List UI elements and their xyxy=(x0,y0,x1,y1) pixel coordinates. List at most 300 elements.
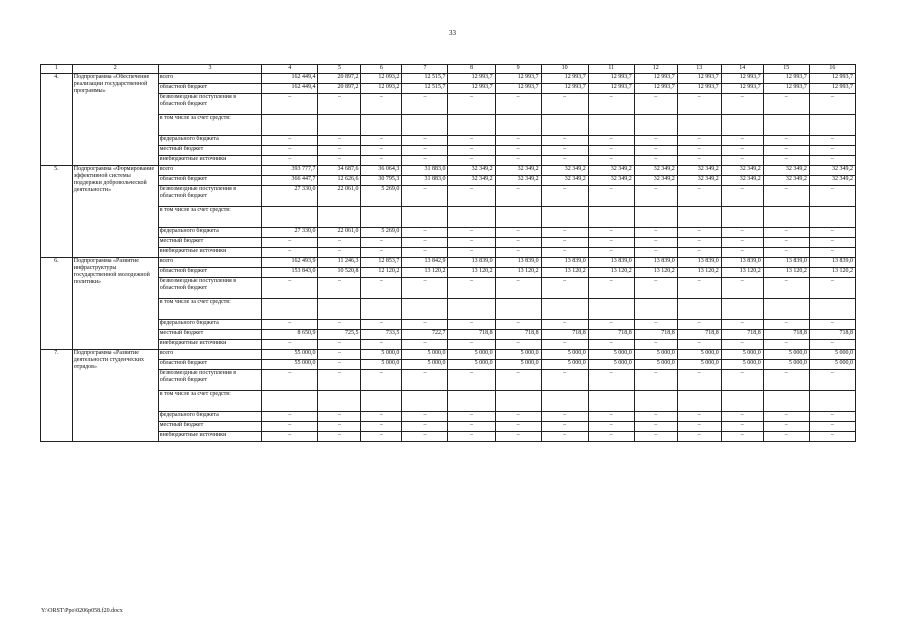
amount-cell: – xyxy=(677,278,721,299)
amount-cell: 55 000,0 xyxy=(262,360,318,370)
table-row xyxy=(41,228,856,238)
amount-cell: – xyxy=(448,320,495,330)
table-row xyxy=(41,186,856,207)
amount-cell: 20 897,2 xyxy=(318,84,361,94)
amount-cell xyxy=(721,207,763,228)
amount-cell: – xyxy=(361,136,402,146)
amount-cell: – xyxy=(262,136,318,146)
amount-cell xyxy=(721,299,763,320)
amount-cell: – xyxy=(402,136,448,146)
amount-cell: – xyxy=(318,350,361,360)
amount-cell: – xyxy=(402,340,448,350)
amount-cell: – xyxy=(495,156,541,166)
column-number-cell: 16 xyxy=(809,65,855,74)
amount-cell: – xyxy=(677,238,721,248)
amount-cell xyxy=(541,391,588,412)
amount-cell: – xyxy=(588,136,634,146)
amount-cell: 30 795,3 xyxy=(361,176,402,186)
amount-cell: – xyxy=(721,136,763,146)
amount-cell: – xyxy=(634,412,677,422)
amount-cell: 722,7 xyxy=(402,330,448,340)
amount-cell: – xyxy=(763,94,809,115)
amount-cell: 5 000,0 xyxy=(361,360,402,370)
amount-cell: – xyxy=(402,238,448,248)
amount-cell: – xyxy=(262,238,318,248)
amount-cell: – xyxy=(361,156,402,166)
amount-cell: 32 349,2 xyxy=(721,176,763,186)
amount-cell: – xyxy=(541,186,588,207)
amount-cell: – xyxy=(677,370,721,391)
amount-cell: – xyxy=(763,370,809,391)
amount-cell: – xyxy=(361,238,402,248)
amount-cell xyxy=(763,391,809,412)
column-number-cell: 12 xyxy=(634,65,677,74)
amount-cell xyxy=(361,299,402,320)
amount-cell: – xyxy=(262,248,318,258)
section-number: 7. xyxy=(41,350,73,442)
amount-cell xyxy=(361,391,402,412)
amount-cell: 32 349,2 xyxy=(809,166,855,176)
amount-cell: 718,8 xyxy=(448,330,495,340)
table-row xyxy=(41,268,856,278)
amount-cell: 5 000,0 xyxy=(634,360,677,370)
funding-source-label: всего xyxy=(158,166,261,176)
amount-cell: – xyxy=(541,238,588,248)
amount-cell: 13 120,2 xyxy=(588,268,634,278)
column-number-row xyxy=(41,65,856,74)
column-number-cell: 2 xyxy=(72,65,158,74)
funding-source-label: внебюджетные источники xyxy=(158,248,261,258)
table-row xyxy=(41,299,856,320)
amount-cell: 12 626,6 xyxy=(318,176,361,186)
amount-cell: – xyxy=(634,278,677,299)
amount-cell: – xyxy=(763,136,809,146)
amount-cell: 13 120,2 xyxy=(763,268,809,278)
amount-cell: – xyxy=(402,248,448,258)
amount-cell: – xyxy=(588,156,634,166)
amount-cell: – xyxy=(809,340,855,350)
amount-cell: 32 349,2 xyxy=(634,166,677,176)
amount-cell: – xyxy=(634,238,677,248)
table-row xyxy=(41,115,856,136)
amount-cell: – xyxy=(809,278,855,299)
amount-cell xyxy=(402,391,448,412)
amount-cell: 13 839,0 xyxy=(721,258,763,268)
funding-source-label: областной бюджет xyxy=(158,176,261,186)
amount-cell: – xyxy=(588,146,634,156)
amount-cell: 32 349,2 xyxy=(495,166,541,176)
amount-cell: 22 061,0 xyxy=(318,186,361,207)
amount-cell: 5 000,0 xyxy=(588,360,634,370)
amount-cell: – xyxy=(448,370,495,391)
column-number-cell: 9 xyxy=(495,65,541,74)
table-row xyxy=(41,412,856,422)
amount-cell: 366 447,7 xyxy=(262,176,318,186)
amount-cell: 32 349,2 xyxy=(763,176,809,186)
amount-cell: – xyxy=(262,278,318,299)
amount-cell: – xyxy=(495,320,541,330)
amount-cell: – xyxy=(677,320,721,330)
amount-cell: – xyxy=(541,432,588,442)
amount-cell: – xyxy=(588,432,634,442)
amount-cell: – xyxy=(448,94,495,115)
amount-cell: 12 993,7 xyxy=(677,84,721,94)
amount-cell: 5 000,0 xyxy=(763,360,809,370)
amount-cell: – xyxy=(361,94,402,115)
amount-cell: – xyxy=(495,146,541,156)
amount-cell: – xyxy=(763,238,809,248)
amount-cell: 718,8 xyxy=(677,330,721,340)
amount-cell: – xyxy=(677,340,721,350)
amount-cell: 27 330,0 xyxy=(262,186,318,207)
funding-source-label: всего xyxy=(158,74,261,84)
amount-cell: 725,5 xyxy=(318,330,361,340)
amount-cell: – xyxy=(677,146,721,156)
amount-cell: 718,8 xyxy=(588,330,634,340)
amount-cell: 5 000,0 xyxy=(588,350,634,360)
amount-cell: 5 000,0 xyxy=(721,350,763,360)
amount-cell: 718,8 xyxy=(541,330,588,340)
column-number-cell: 10 xyxy=(541,65,588,74)
amount-cell: 5 000,0 xyxy=(677,350,721,360)
amount-cell: 31 883,0 xyxy=(402,166,448,176)
amount-cell: 12 993,7 xyxy=(588,74,634,84)
amount-cell: 12 993,7 xyxy=(763,74,809,84)
amount-cell: 12 515,7 xyxy=(402,84,448,94)
amount-cell: – xyxy=(721,412,763,422)
amount-cell: – xyxy=(448,248,495,258)
amount-cell: 5 000,0 xyxy=(541,360,588,370)
amount-cell: 12 093,2 xyxy=(361,74,402,84)
amount-cell: – xyxy=(634,146,677,156)
amount-cell xyxy=(262,299,318,320)
amount-cell: 32 349,2 xyxy=(634,176,677,186)
amount-cell xyxy=(809,207,855,228)
amount-cell xyxy=(402,207,448,228)
amount-cell xyxy=(402,299,448,320)
amount-cell: – xyxy=(721,186,763,207)
funding-source-label: федерального бюджета xyxy=(158,412,261,422)
funding-source-label: внебюджетные источники xyxy=(158,432,261,442)
amount-cell: 31 883,0 xyxy=(402,176,448,186)
amount-cell: 12 093,2 xyxy=(361,84,402,94)
amount-cell: – xyxy=(402,422,448,432)
amount-cell: 22 061,0 xyxy=(318,228,361,238)
amount-cell: – xyxy=(809,320,855,330)
funding-source-label: в том числе за счет средств: xyxy=(158,391,261,412)
amount-cell: 27 330,0 xyxy=(262,228,318,238)
amount-cell: – xyxy=(448,422,495,432)
amount-cell: – xyxy=(318,320,361,330)
amount-cell xyxy=(448,391,495,412)
funding-source-label: областной бюджет xyxy=(158,268,261,278)
amount-cell xyxy=(262,115,318,136)
funding-source-label: в том числе за счет средств: xyxy=(158,299,261,320)
amount-cell: 32 349,2 xyxy=(495,176,541,186)
amount-cell: 32 349,2 xyxy=(541,166,588,176)
amount-cell: 13 839,0 xyxy=(763,258,809,268)
amount-cell: – xyxy=(677,94,721,115)
amount-cell: – xyxy=(402,412,448,422)
amount-cell xyxy=(448,207,495,228)
amount-cell xyxy=(634,115,677,136)
amount-cell: 12 993,7 xyxy=(448,84,495,94)
table-row xyxy=(41,248,856,258)
amount-cell: – xyxy=(588,228,634,238)
table-row xyxy=(41,176,856,186)
amount-cell: – xyxy=(495,228,541,238)
amount-cell: 162 449,4 xyxy=(262,74,318,84)
amount-cell: 13 839,0 xyxy=(588,258,634,268)
amount-cell xyxy=(495,207,541,228)
amount-cell: – xyxy=(495,278,541,299)
amount-cell: – xyxy=(763,278,809,299)
amount-cell: – xyxy=(809,156,855,166)
amount-cell: – xyxy=(262,432,318,442)
amount-cell: 13 120,2 xyxy=(541,268,588,278)
amount-cell: 12 993,7 xyxy=(721,74,763,84)
amount-cell: – xyxy=(448,278,495,299)
subprogram-title: Подпрограмма «Формирование эффективной системы поддержки добровольческой деятельности» xyxy=(72,166,158,258)
amount-cell xyxy=(588,207,634,228)
amount-cell: – xyxy=(361,340,402,350)
table-row xyxy=(41,84,856,94)
amount-cell: 32 349,2 xyxy=(588,176,634,186)
amount-cell: 32 349,2 xyxy=(721,166,763,176)
table-row xyxy=(41,330,856,340)
amount-cell: – xyxy=(495,432,541,442)
amount-cell: – xyxy=(763,412,809,422)
amount-cell: – xyxy=(402,156,448,166)
amount-cell: – xyxy=(763,186,809,207)
amount-cell: – xyxy=(495,136,541,146)
amount-cell: – xyxy=(541,278,588,299)
table-row xyxy=(41,432,856,442)
subprogram-title: Подпрограмма «Развитие инфраструктуры государственной молодежной политики» xyxy=(72,258,158,350)
amount-cell: – xyxy=(361,146,402,156)
amount-cell: 12 993,7 xyxy=(634,74,677,84)
funding-source-label: безвозмездные поступления в областной бюджет xyxy=(158,186,261,207)
amount-cell: – xyxy=(809,412,855,422)
funding-source-label: областной бюджет xyxy=(158,360,261,370)
amount-cell: – xyxy=(721,146,763,156)
amount-cell: – xyxy=(318,238,361,248)
amount-cell: 13 120,2 xyxy=(677,268,721,278)
amount-cell: – xyxy=(763,432,809,442)
amount-cell: – xyxy=(448,228,495,238)
amount-cell: – xyxy=(634,248,677,258)
column-number-cell: 13 xyxy=(677,65,721,74)
amount-cell: – xyxy=(721,320,763,330)
amount-cell: – xyxy=(318,136,361,146)
amount-cell: 32 349,2 xyxy=(809,176,855,186)
amount-cell: 32 349,2 xyxy=(448,166,495,176)
amount-cell: – xyxy=(588,340,634,350)
funding-source-label: местный бюджет xyxy=(158,330,261,340)
amount-cell: 5 000,0 xyxy=(809,350,855,360)
amount-cell: – xyxy=(588,422,634,432)
table-row xyxy=(41,146,856,156)
amount-cell: – xyxy=(677,432,721,442)
amount-cell: 13 842,9 xyxy=(402,258,448,268)
amount-cell: 12 993,7 xyxy=(677,74,721,84)
funding-source-label: местный бюджет xyxy=(158,422,261,432)
amount-cell: – xyxy=(588,94,634,115)
amount-cell: 13 120,2 xyxy=(495,268,541,278)
amount-cell: – xyxy=(262,422,318,432)
amount-cell: – xyxy=(634,432,677,442)
amount-cell xyxy=(318,391,361,412)
column-number-cell: 8 xyxy=(448,65,495,74)
amount-cell: – xyxy=(495,248,541,258)
amount-cell: – xyxy=(541,156,588,166)
amount-cell: – xyxy=(541,320,588,330)
column-number-cell: 1 xyxy=(41,65,73,74)
amount-cell xyxy=(677,391,721,412)
table-row xyxy=(41,258,856,268)
funding-source-label: безвозмездные поступления в областной бюджет xyxy=(158,94,261,115)
amount-cell: – xyxy=(361,432,402,442)
amount-cell: 13 120,2 xyxy=(721,268,763,278)
amount-cell: – xyxy=(634,156,677,166)
amount-cell: 393 777,7 xyxy=(262,166,318,176)
amount-cell: 8 650,9 xyxy=(262,330,318,340)
amount-cell: – xyxy=(448,340,495,350)
amount-cell xyxy=(448,299,495,320)
amount-cell: 13 120,2 xyxy=(448,268,495,278)
amount-cell: – xyxy=(448,186,495,207)
amount-cell: 5 000,0 xyxy=(448,350,495,360)
table-row xyxy=(41,340,856,350)
amount-cell: – xyxy=(763,320,809,330)
amount-cell: 32 349,2 xyxy=(763,166,809,176)
column-number-cell: 5 xyxy=(318,65,361,74)
amount-cell: – xyxy=(262,370,318,391)
amount-cell: 12 120,2 xyxy=(361,268,402,278)
table-row xyxy=(41,360,856,370)
amount-cell: – xyxy=(588,320,634,330)
amount-cell xyxy=(541,115,588,136)
amount-cell xyxy=(809,391,855,412)
amount-cell: – xyxy=(809,370,855,391)
amount-cell: – xyxy=(402,278,448,299)
amount-cell xyxy=(318,115,361,136)
amount-cell: – xyxy=(809,228,855,238)
footer-file-path: Y:\ORST\Ppo\0206p058.f20.docx xyxy=(41,608,123,614)
amount-cell: – xyxy=(262,340,318,350)
amount-cell: – xyxy=(402,320,448,330)
amount-cell: – xyxy=(448,156,495,166)
funding-source-label: внебюджетные источники xyxy=(158,156,261,166)
amount-cell: – xyxy=(588,370,634,391)
amount-cell: 5 000,0 xyxy=(448,360,495,370)
amount-cell: – xyxy=(634,94,677,115)
amount-cell xyxy=(763,207,809,228)
amount-cell: 5 000,0 xyxy=(495,360,541,370)
table-row xyxy=(41,320,856,330)
amount-cell xyxy=(541,207,588,228)
amount-cell: 12 515,7 xyxy=(402,74,448,84)
amount-cell: 5 269,0 xyxy=(361,228,402,238)
amount-cell: – xyxy=(541,136,588,146)
amount-cell: – xyxy=(541,248,588,258)
amount-cell: 32 349,2 xyxy=(677,176,721,186)
amount-cell xyxy=(448,115,495,136)
amount-cell: – xyxy=(541,422,588,432)
amount-cell: – xyxy=(634,340,677,350)
amount-cell: – xyxy=(262,412,318,422)
amount-cell: – xyxy=(721,248,763,258)
amount-cell: 55 000,0 xyxy=(262,350,318,360)
amount-cell: – xyxy=(677,186,721,207)
amount-cell: – xyxy=(588,248,634,258)
amount-cell: 32 349,2 xyxy=(677,166,721,176)
funding-source-label: всего xyxy=(158,350,261,360)
amount-cell: 11 246,3 xyxy=(318,258,361,268)
amount-cell: 13 120,2 xyxy=(809,268,855,278)
amount-cell: 13 120,2 xyxy=(634,268,677,278)
amount-cell: – xyxy=(763,156,809,166)
amount-cell xyxy=(262,207,318,228)
amount-cell: 13 839,0 xyxy=(495,258,541,268)
amount-cell: – xyxy=(721,94,763,115)
column-number-cell: 15 xyxy=(763,65,809,74)
funding-source-label: федерального бюджета xyxy=(158,228,261,238)
amount-cell xyxy=(588,115,634,136)
amount-cell: 13 839,0 xyxy=(634,258,677,268)
amount-cell: – xyxy=(318,370,361,391)
table-row xyxy=(41,238,856,248)
amount-cell xyxy=(318,207,361,228)
amount-cell: – xyxy=(318,412,361,422)
amount-cell: 718,8 xyxy=(721,330,763,340)
amount-cell: – xyxy=(809,248,855,258)
amount-cell: 153 843,0 xyxy=(262,268,318,278)
table-row xyxy=(41,207,856,228)
amount-cell: 5 000,0 xyxy=(541,350,588,360)
amount-cell: – xyxy=(763,340,809,350)
table-row xyxy=(41,166,856,176)
amount-cell xyxy=(721,391,763,412)
amount-cell: – xyxy=(495,412,541,422)
amount-cell: – xyxy=(721,156,763,166)
amount-cell: 12 993,7 xyxy=(495,74,541,84)
column-number-cell: 4 xyxy=(262,65,318,74)
amount-cell: 34 687,6 xyxy=(318,166,361,176)
amount-cell: 12 993,7 xyxy=(495,84,541,94)
amount-cell: – xyxy=(541,412,588,422)
amount-cell: – xyxy=(677,412,721,422)
amount-cell: – xyxy=(541,340,588,350)
amount-cell: 718,8 xyxy=(634,330,677,340)
amount-cell: – xyxy=(677,156,721,166)
column-number-cell: 14 xyxy=(721,65,763,74)
table-row xyxy=(41,422,856,432)
amount-cell: – xyxy=(361,370,402,391)
funding-source-label: федерального бюджета xyxy=(158,136,261,146)
amount-cell: – xyxy=(721,432,763,442)
amount-cell: 718,8 xyxy=(763,330,809,340)
amount-cell xyxy=(361,207,402,228)
amount-cell xyxy=(677,115,721,136)
amount-cell: – xyxy=(721,278,763,299)
amount-cell: – xyxy=(721,238,763,248)
column-number-cell: 7 xyxy=(402,65,448,74)
funding-source-label: в том числе за счет средств: xyxy=(158,115,261,136)
amount-cell xyxy=(318,299,361,320)
amount-cell: 5 000,0 xyxy=(763,350,809,360)
amount-cell: 718,8 xyxy=(495,330,541,340)
